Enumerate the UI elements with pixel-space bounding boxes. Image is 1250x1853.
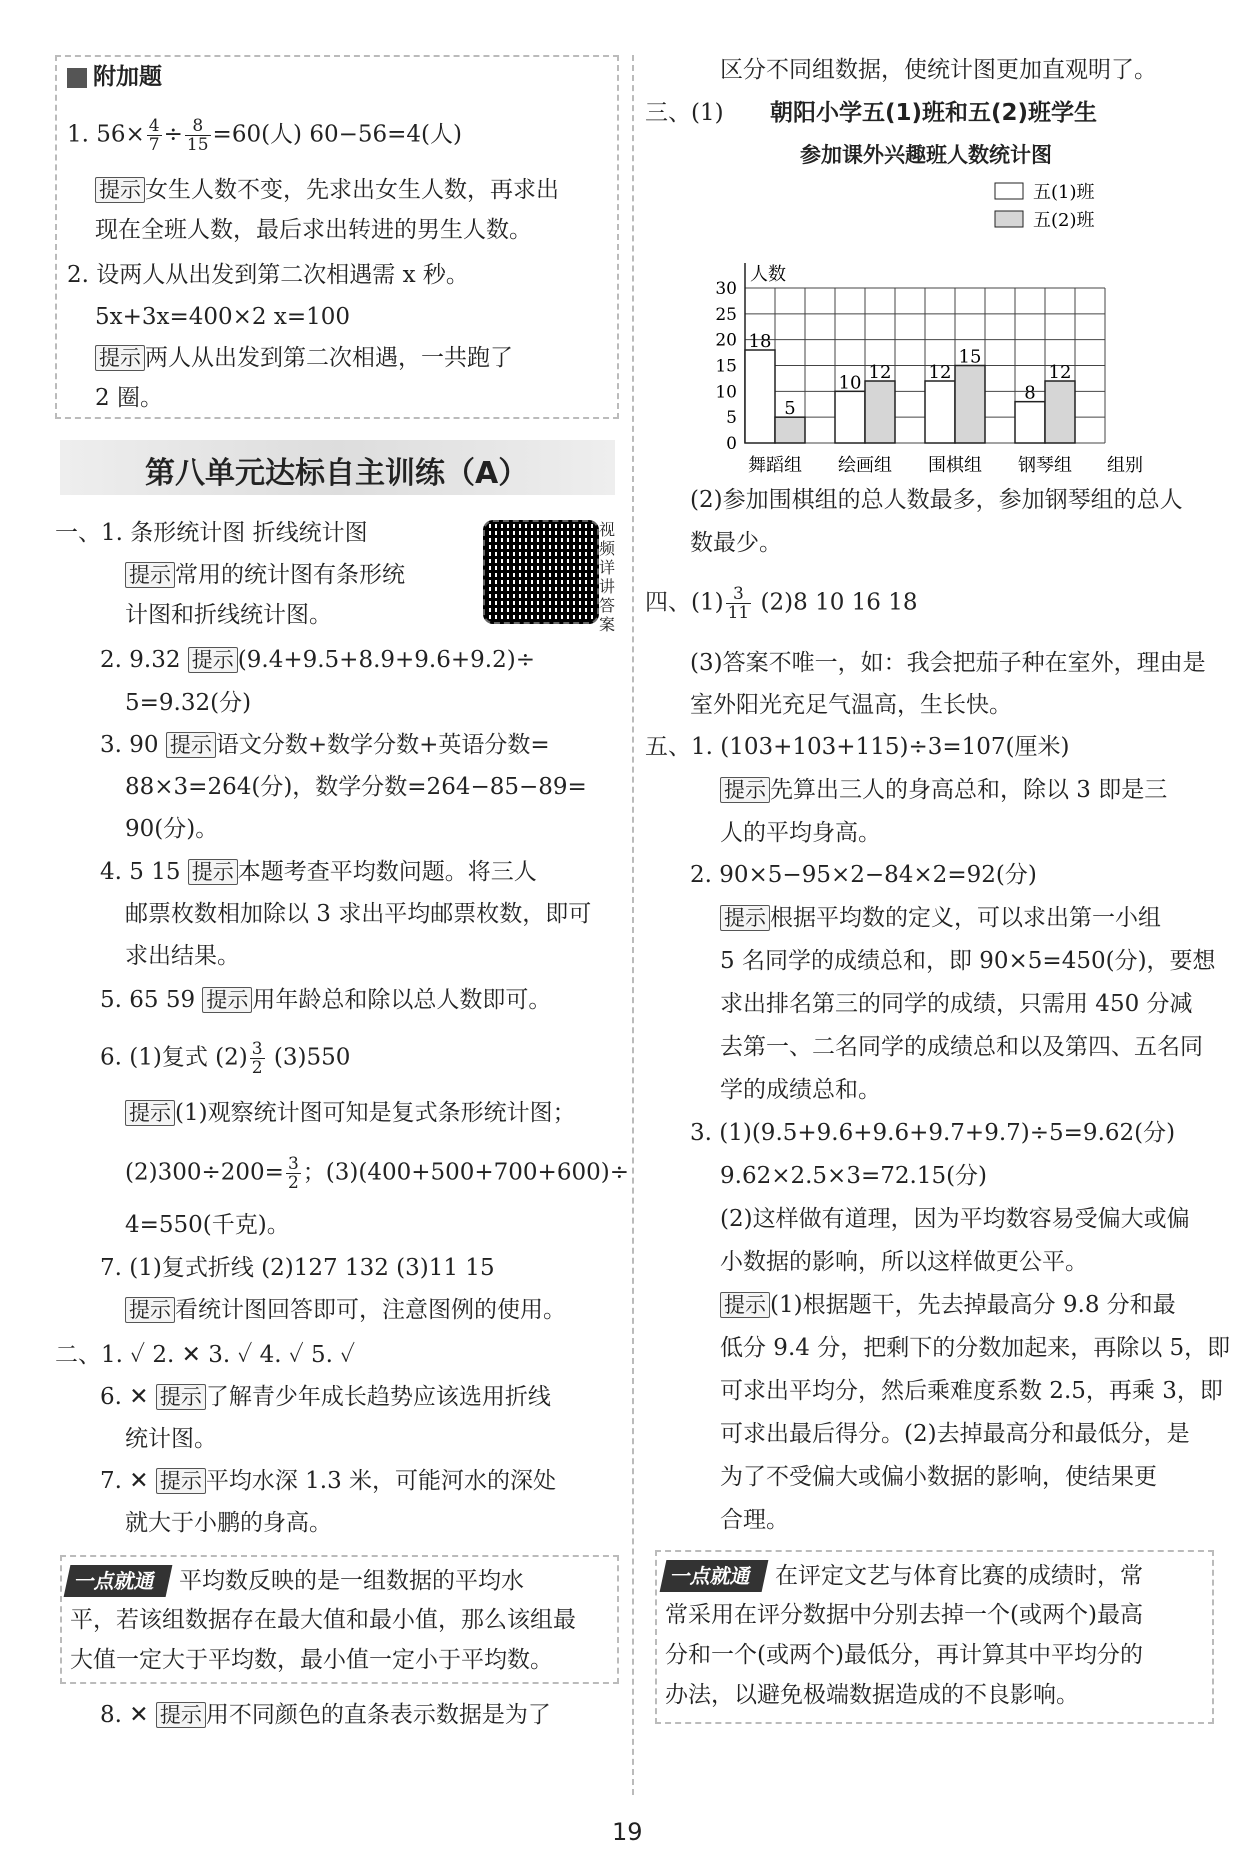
s1-3-c: 90(分)。 xyxy=(125,816,219,842)
bar xyxy=(775,417,805,443)
bar-value-label: 12 xyxy=(1048,362,1072,383)
qr-code[interactable] xyxy=(483,520,599,624)
x-tick-label: 围棋组 xyxy=(928,455,982,475)
s1-2: 2. 9.32 提示 (9.4+9.5+8.9+9.6+9.2)÷ xyxy=(100,647,535,673)
left-note-line1: 一点就通 平均数反映的是一组数据的平均水 xyxy=(67,1565,524,1597)
bonus-header: 附加题 xyxy=(67,62,162,92)
bar-value-label: 12 xyxy=(868,362,892,383)
y-tick-label: 25 xyxy=(715,304,737,325)
tip-label: 提示 xyxy=(720,1292,770,1318)
tip-label: 提示 xyxy=(95,177,145,203)
s1-3-b: 88×3=264(分)，数学分数=264−85−89= xyxy=(125,774,587,800)
bar-value-label: 5 xyxy=(784,398,796,420)
s5-2-tip-b: 5 名同学的成绩总和，即 90×5=450(分)，要想 xyxy=(720,948,1216,974)
bar xyxy=(955,366,985,444)
s1-6: 6. (1)复式 (2) $\frac{3}{2}$ (3)550 xyxy=(100,1039,351,1078)
tip-label: 提示 xyxy=(125,1100,175,1126)
s1-7: 7. (1)复式折线 (2)127 132 (3)11 15 xyxy=(100,1255,495,1281)
tip-label: 提示 xyxy=(188,859,238,885)
x-tick-label: 舞蹈组 xyxy=(748,455,802,475)
y-tick-label: 20 xyxy=(715,330,737,351)
s2-1: 二、1. ✓ 2. ✕ 3. ✓ 4. ✓ 5. ✓ xyxy=(55,1342,356,1368)
fraction: $\frac{8}{15}$ xyxy=(186,116,209,155)
bar-value-label: 15 xyxy=(958,346,982,368)
s5-2-tip-e: 学的成绩总和。 xyxy=(720,1077,881,1103)
bar-chart xyxy=(645,175,1205,475)
r0: 区分不同组数据，使统计图更加直观明了。 xyxy=(720,57,1157,83)
s5-3-tip-b: 低分 9.4 分，把剩下的分数加起来，再除以 5，即 xyxy=(720,1335,1231,1361)
s2-6: 6. ✕ 提示 了解青少年成长趋势应该选用折线 xyxy=(100,1384,551,1410)
legend-swatch xyxy=(995,211,1023,227)
bonus-q1-tip-2: 现在全班人数，最后求出转进的男生人数。 xyxy=(95,217,532,243)
bar-value-label: 12 xyxy=(928,362,952,383)
fraction: $\frac{3}{11}$ xyxy=(727,584,750,623)
s5-1-tip-b: 人的平均身高。 xyxy=(720,820,881,846)
fraction: $\frac{3}{2}$ xyxy=(287,1154,299,1193)
s1-7-tip: 提示 看统计图回答即可，注意图例的使用。 xyxy=(125,1295,566,1325)
bonus-q1-tip: 提示 女生人数不变，先求出女生人数，再求出 xyxy=(95,175,559,205)
s1-1: 一、1. 条形统计图 折线统计图 xyxy=(55,520,368,546)
chart-title-2: 参加课外兴趣班人数统计图 xyxy=(800,143,1052,167)
bar-value-label: 8 xyxy=(1024,382,1036,404)
tip-label: 提示 xyxy=(156,1384,206,1410)
s1-1-tip-2: 计图和折线统计图。 xyxy=(125,602,332,628)
bonus-q1: 1. 56× $\frac{4}{7}$ ÷ $\frac{8}{15}$ =60(人) 60−56=4(人) xyxy=(67,116,462,155)
bonus-q2-tip: 提示 两人从出发到第二次相遇，一共跑了 xyxy=(95,343,513,373)
bar-value-label: 10 xyxy=(838,372,862,394)
legend-swatch xyxy=(995,183,1023,199)
s2-7: 7. ✕ 提示 平均水深 1.3 米，可能河水的深处 xyxy=(100,1468,557,1494)
right-note-line2: 常采用在评分数据中分别去掉一个(或两个)最高 xyxy=(665,1602,1143,1628)
tip-label: 提示 xyxy=(156,1468,206,1494)
y-axis-label: 人数 xyxy=(750,264,786,285)
tip-label: 提示 xyxy=(188,647,238,673)
unit-title: 第八单元达标自主训练（A） xyxy=(145,456,529,491)
tip-label: 提示 xyxy=(202,987,252,1013)
y-tick-label: 0 xyxy=(726,434,737,454)
tip-label: 提示 xyxy=(720,905,770,931)
s4-1: 四、(1) $\frac{3}{11}$ (2)8 10 16 18 xyxy=(645,584,918,623)
qr-label: 视频详讲答案 xyxy=(599,520,616,634)
s1-2-b: 5=9.32(分) xyxy=(125,690,252,716)
bar xyxy=(835,391,865,443)
legend-label: 五(1)班 xyxy=(1033,182,1095,203)
tip-label: 提示 xyxy=(125,1297,175,1323)
y-tick-label: 15 xyxy=(715,356,737,377)
s1-4-c: 求出结果。 xyxy=(125,943,240,969)
note-tag: 一点就通 xyxy=(660,1560,769,1592)
tip-label: 提示 xyxy=(156,1702,206,1728)
s1-5: 5. 65 59 提示 用年龄总和除以总人数即可。 xyxy=(100,987,552,1013)
s1-4: 4. 5 15 提示 本题考查平均数问题。将三人 xyxy=(100,859,537,885)
bar xyxy=(925,381,955,443)
unit-title-banner xyxy=(60,440,615,495)
tip-label: 提示 xyxy=(720,777,770,803)
s5-1: 五、1. (103+103+115)÷3=107(厘米) xyxy=(645,734,1070,760)
tip-label: 提示 xyxy=(95,345,145,371)
x-tick-label: 绘画组 xyxy=(838,455,892,475)
x-axis-label: 组别 xyxy=(1107,455,1143,475)
legend-label: 五(2)班 xyxy=(1033,210,1095,231)
note-tag: 一点就通 xyxy=(64,1565,173,1597)
right-note-line3: 分和一个(或两个)最低分，再计算其中平均分的 xyxy=(665,1642,1143,1668)
right-note-line1: 一点就通 在评定文艺与体育比赛的成绩时，常 xyxy=(663,1560,1143,1592)
s1-4-b: 邮票枚数相加除以 3 求出平均邮票枚数，即可 xyxy=(125,901,592,927)
s5-3-tip: 提示 (1)根据题干，先去掉最高分 9.8 分和最 xyxy=(720,1290,1176,1320)
bar xyxy=(745,350,775,443)
s5-3-c: (2)这样做有道理，因为平均数容易受偏大或偏 xyxy=(720,1206,1190,1232)
s2-7-b: 就大于小鹏的身高。 xyxy=(125,1510,332,1536)
tip-label: 提示 xyxy=(125,562,175,588)
tip-label: 提示 xyxy=(166,732,216,758)
right-note-line4: 办法，以避免极端数据造成的不良影响。 xyxy=(665,1682,1079,1708)
s3-2: (2)参加围棋组的总人数最多，参加钢琴组的总人 xyxy=(690,487,1183,513)
s1-6-b: (2)300÷200= $\frac{3}{2}$ ；(3)(400+500+700+600)÷ xyxy=(125,1154,629,1193)
bonus-q2-eq: 5x+3x=400×2 x=100 xyxy=(95,304,351,330)
y-tick-label: 5 xyxy=(726,408,737,429)
s5-1-tip: 提示 先算出三人的身高总和，除以 3 即是三 xyxy=(720,775,1167,805)
s5-3-d: 小数据的影响，所以这样做更公平。 xyxy=(720,1249,1088,1275)
chart-title-1: 朝阳小学五(1)班和五(2)班学生 xyxy=(770,100,1098,126)
s5-2-tip-d: 去第一、二名同学的成绩总和以及第四、五名同 xyxy=(720,1034,1203,1060)
s5-2: 2. 90×5−95×2−84×2=92(分) xyxy=(690,862,1037,888)
x-tick-label: 钢琴组 xyxy=(1018,455,1072,475)
bonus-icon xyxy=(67,68,87,88)
s5-3-tip-d: 可求出最后得分。(2)去掉最高分和最低分，是 xyxy=(720,1421,1190,1447)
s3-prefix: 三、(1) xyxy=(645,100,724,126)
bonus-q2-tip-2: 2 圈。 xyxy=(95,385,163,411)
y-tick-label: 10 xyxy=(715,382,737,403)
s2-6-b: 统计图。 xyxy=(125,1426,217,1452)
column-divider xyxy=(632,55,634,1795)
left-note-line3: 大值一定大于平均数，最小值一定小于平均数。 xyxy=(70,1647,553,1673)
s4-3-b: 室外阳光充足气温高，生长快。 xyxy=(690,692,1012,718)
left-note-line2: 平，若该组数据存在最大值和最小值，那么该组最 xyxy=(70,1607,576,1633)
fraction: $\frac{3}{2}$ xyxy=(251,1039,263,1078)
s2-8: 8. ✕ 提示 用不同颜色的直条表示数据是为了 xyxy=(100,1702,551,1728)
page-number: 19 xyxy=(612,1818,643,1846)
bar-value-label: 18 xyxy=(748,331,772,352)
y-tick-label: 30 xyxy=(715,279,737,299)
s1-6-c: 4=550(千克)。 xyxy=(125,1212,290,1238)
bonus-q2: 2. 设两人从出发到第二次相遇需 x 秒。 xyxy=(67,262,469,288)
s5-3-tip-c: 可求出平均分，然后乘难度系数 2.5，再乘 3，即 xyxy=(720,1378,1223,1404)
s5-3-tip-e: 为了不受偏大或偏小数据的影响，使结果更 xyxy=(720,1464,1157,1490)
s5-3: 3. (1)(9.5+9.6+9.6+9.7+9.7)÷5=9.62(分) xyxy=(690,1120,1176,1146)
s1-3: 3. 90 提示 语文分数+数学分数+英语分数= xyxy=(100,732,550,758)
bar xyxy=(1015,402,1045,443)
s5-2-tip-c: 求出排名第三的同学的成绩，只需用 450 分减 xyxy=(720,991,1193,1017)
s3-2-b: 数最少。 xyxy=(690,530,782,556)
fraction: $\frac{4}{7}$ xyxy=(148,116,160,155)
s5-2-tip: 提示 根据平均数的定义，可以求出第一小组 xyxy=(720,903,1161,933)
s1-1-tip: 提示 常用的统计图有条形统 xyxy=(125,560,405,590)
s5-3-tip-f: 合理。 xyxy=(720,1507,789,1533)
s1-6-tip: 提示 (1)观察统计图可知是复式条形统计图； xyxy=(125,1098,576,1128)
bar xyxy=(865,381,895,443)
bar xyxy=(1045,381,1075,443)
s5-3-b: 9.62×2.5×3=72.15(分) xyxy=(720,1163,988,1189)
s4-3: (3)答案不唯一，如：我会把茄子种在室外，理由是 xyxy=(690,650,1206,676)
